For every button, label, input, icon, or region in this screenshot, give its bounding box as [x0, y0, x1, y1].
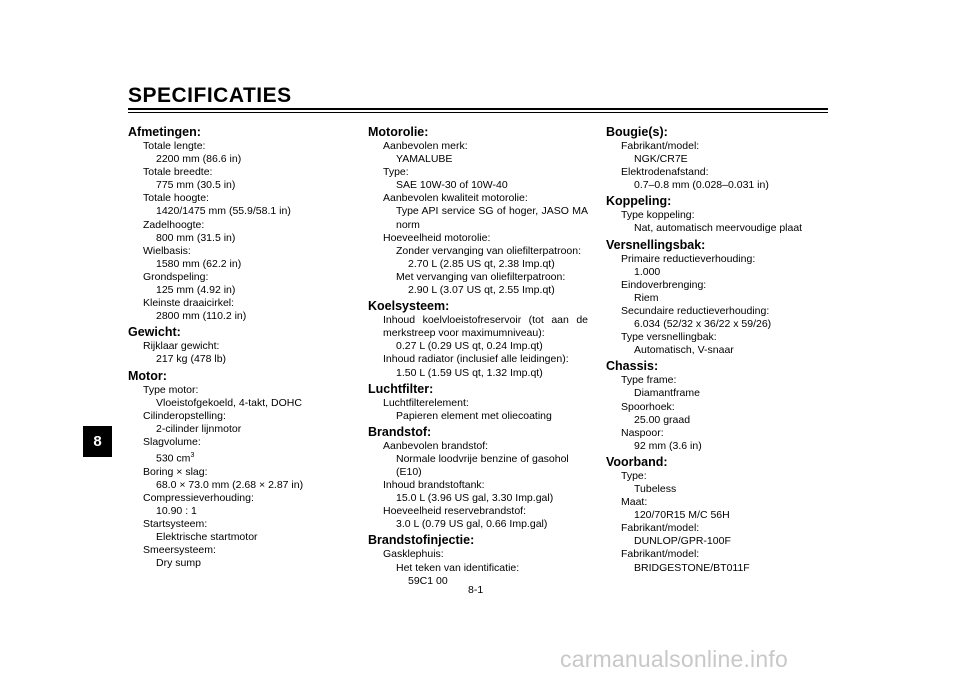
spec-value: 800 mm (31.5 in)	[156, 231, 236, 244]
spec-value: 2-cilinder lijnmotor	[156, 422, 242, 435]
spec-label: Naspoor:	[621, 426, 664, 439]
section-heading: Koelsysteem:	[368, 299, 450, 314]
spec-label: Inhoud brandstoftank:	[383, 479, 485, 492]
spec-value: 217 kg (478 lb)	[156, 353, 227, 366]
spec-label: Maat:	[621, 496, 648, 509]
spec-value: Tubeless	[634, 482, 677, 495]
spec-value: 59C1 00	[408, 574, 448, 587]
section-heading: Bougie(s):	[606, 125, 668, 139]
spec-label: Gasklephuis:	[383, 548, 444, 561]
spec-label: Aanbevolen kwaliteit motorolie:	[383, 192, 528, 205]
spec-label: Totale lengte:	[143, 140, 206, 152]
spec-value: 0.27 L (0.29 US qt, 0.24 Imp.qt)	[396, 340, 543, 353]
chapter-tab: 8	[83, 426, 112, 457]
spec-sublabel: Met vervanging van oliefilterpatroon:	[396, 270, 566, 283]
section-heading: Voorband:	[606, 454, 668, 469]
spec-label: Rijklaar gewicht:	[143, 340, 220, 353]
spec-label: Primaire reductieverhouding:	[621, 252, 756, 265]
spec-value: 125 mm (4.92 in)	[156, 284, 236, 297]
section-heading: Motor:	[128, 368, 167, 383]
spec-value: Papieren element met oliecoating	[396, 409, 552, 422]
spec-column-1	[128, 123, 323, 570]
spec-value: 2200 mm (86.6 in)	[156, 153, 242, 166]
spec-value: SAE 10W-30 of 10W-40	[396, 179, 508, 192]
unit-superscript: 3	[190, 451, 195, 459]
spec-label: Fabrikant/model:	[621, 140, 700, 152]
spec-value: Nat, automatisch meervoudige plaat	[634, 222, 803, 235]
spec-value: Riem	[634, 291, 659, 304]
spec-value: Automatisch, V-snaar	[634, 344, 734, 357]
section-heading: Koppeling:	[606, 194, 672, 209]
spec-label: Inhoud koelvloeistofreservoir (tot aan de	[383, 314, 588, 327]
spec-label: Fabrikant/model:	[621, 548, 700, 561]
spec-value: 25.00 graad	[634, 413, 691, 426]
watermark: carmanualsonline.info	[560, 646, 788, 672]
spec-value: 120/70R15 M/C 56H	[634, 509, 730, 522]
section-heading: Brandstof:	[368, 424, 432, 439]
spec-value: NGK/CR7E	[634, 153, 688, 166]
spec-label: Type versnellingbak:	[621, 331, 717, 344]
spec-value: 2800 mm (110.2 in)	[156, 310, 247, 323]
spec-label: Spoorhoek:	[621, 400, 675, 413]
spec-value: 2.70 L (2.85 US qt, 2.38 Imp.qt)	[408, 257, 555, 270]
spec-value: Type API service SG of hoger, JASO MA	[396, 205, 588, 218]
spec-label: Type motor:	[143, 383, 199, 396]
spec-label: Type:	[621, 469, 647, 482]
spec-value: 3.0 L (0.79 US gal, 0.66 Imp.gal)	[396, 518, 548, 531]
spec-value: 10.90 : 1	[156, 504, 197, 517]
spec-label: Smeersysteem:	[143, 544, 216, 557]
section-heading: Afmetingen:	[128, 125, 201, 139]
spec-label: Wielbasis:	[143, 244, 191, 257]
spec-value: Dry sump	[156, 557, 201, 570]
spec-value: Elektrische startmotor	[156, 531, 258, 544]
spec-label: Elektrodenafstand:	[621, 166, 709, 179]
spec-label: Compressieverhouding:	[143, 491, 254, 504]
section-heading: Luchtfilter:	[368, 381, 434, 396]
spec-label: Eindoverbrenging:	[621, 278, 707, 291]
spec-label: merkstreep voor maximumniveau):	[383, 327, 545, 340]
page-number: 8-1	[468, 584, 484, 596]
spec-value: YAMALUBE	[396, 153, 453, 166]
spec-value: 0.7–0.8 mm (0.028–0.031 in)	[634, 179, 769, 192]
spec-value: 2.90 L (3.07 US qt, 2.55 Imp.qt)	[408, 284, 555, 297]
spec-value: 6.034 (52/32 x 36/22 x 59/26)	[634, 318, 772, 331]
spec-column-2	[368, 123, 588, 588]
spec-label: Kleinste draaicirkel:	[143, 297, 235, 310]
spec-label: Startsysteem:	[143, 517, 208, 530]
spec-label: Aanbevolen merk:	[383, 140, 468, 152]
spec-label: Grondspeling:	[143, 270, 209, 283]
spec-label: Secundaire reductieverhouding:	[621, 304, 770, 317]
section-heading: Motorolie:	[368, 125, 429, 139]
spec-label: Luchtfilterelement:	[383, 396, 469, 409]
spec-value: 1580 mm (62.2 in)	[156, 257, 242, 270]
spec-label: Aanbevolen brandstof:	[383, 439, 489, 452]
title-rule-thin	[128, 112, 828, 113]
spec-value: Diamantframe	[634, 387, 700, 400]
spec-label: Slagvolume:	[143, 435, 201, 448]
spec-value: 92 mm (3.6 in)	[634, 439, 702, 452]
spec-value: 775 mm (30.5 in)	[156, 179, 236, 192]
section-heading: Gewicht:	[128, 325, 181, 340]
spec-label: Cilinderopstelling:	[143, 409, 226, 422]
title-rule-thick	[128, 108, 828, 110]
spec-label: Boring × slag:	[143, 465, 208, 478]
spec-value: norm	[396, 218, 420, 231]
spec-label: Inhoud radiator (inclusief alle leidingen):	[383, 353, 569, 366]
section-heading: Chassis:	[606, 359, 659, 374]
spec-label: Totale breedte:	[143, 166, 213, 179]
spec-value: BRIDGESTONE/BT011F	[634, 561, 750, 574]
spec-label: Zadelhoogte:	[143, 218, 205, 231]
spec-column-3	[606, 123, 828, 575]
spec-label: Hoeveelheid reservebrandstof:	[383, 505, 527, 518]
page-title: SPECIFICATIES	[128, 84, 292, 107]
spec-value: Vloeistofgekoeld, 4-takt, DOHC	[156, 396, 302, 409]
section-heading: Brandstofinjectie:	[368, 533, 475, 548]
spec-label: Fabrikant/model:	[621, 522, 700, 535]
section-heading: Versnellingsbak:	[606, 237, 706, 252]
spec-sublabel: Het teken van identificatie:	[396, 561, 520, 574]
slagvolume-value: 530 cm	[156, 452, 191, 465]
spec-value: 1.000	[634, 265, 661, 278]
spec-value: 1420/1475 mm (55.9/58.1 in)	[156, 205, 291, 218]
spec-value: Normale loodvrije benzine of gasohol (E10)	[396, 452, 569, 478]
spec-label: Type koppeling:	[621, 209, 695, 222]
spec-label: Type:	[383, 166, 409, 179]
spec-label: Totale hoogte:	[143, 192, 209, 205]
spec-label: Hoeveelheid motorolie:	[383, 231, 491, 244]
spec-value: 68.0 × 73.0 mm (2.68 × 2.87 in)	[156, 478, 304, 491]
spec-label: Type frame:	[621, 374, 677, 387]
spec-value: 15.0 L (3.96 US gal, 3.30 Imp.gal)	[396, 492, 554, 505]
spec-value: 1.50 L (1.59 US qt, 1.32 Imp.qt)	[396, 366, 543, 379]
spec-sublabel: Zonder vervanging van oliefilterpatroon:	[396, 244, 582, 257]
spec-value: DUNLOP/GPR-100F	[634, 535, 731, 548]
spec-value	[128, 449, 323, 466]
